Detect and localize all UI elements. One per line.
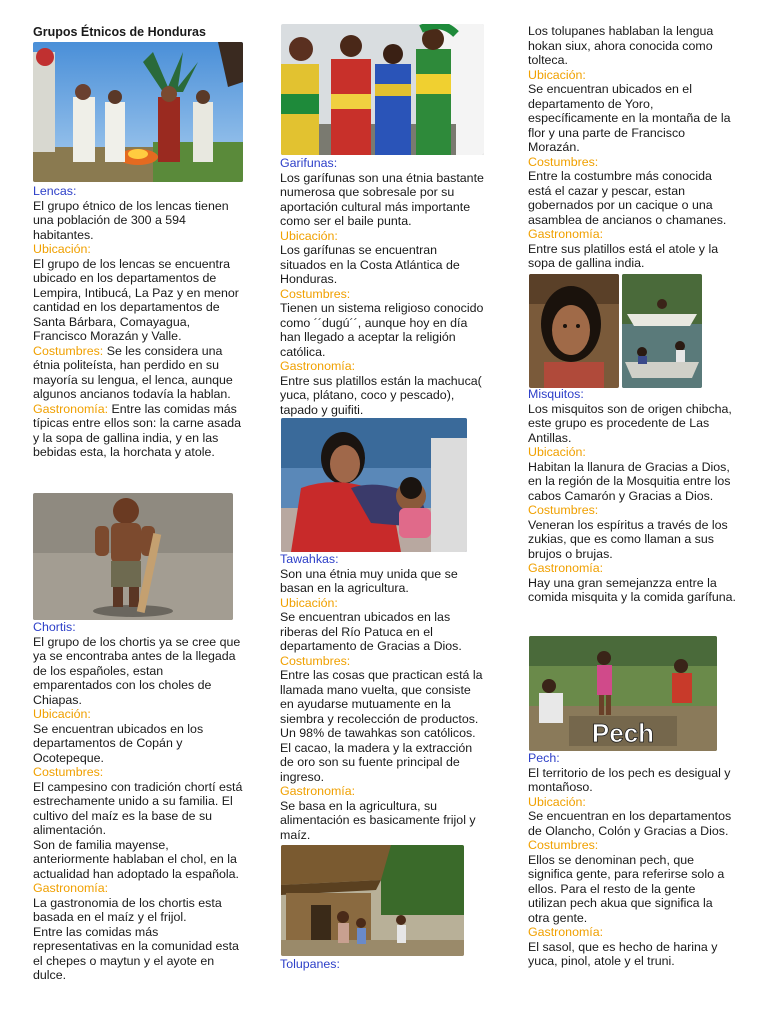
tawahkas-intro: Son una étnia muy unida que se basan en la agricultura. [280, 566, 458, 595]
tawahkas-ubicacion-label: Ubicación: [280, 595, 338, 610]
garifunas-costumbres-text: Tienen un sistema religioso conocido como ´´dugú´´, aunque hoy en día han llegado a aceptar la religión católica. [280, 301, 484, 359]
lencas-heading: Lencas: [33, 184, 77, 198]
pech-photo-caption: Pech [591, 718, 655, 748]
tawahkas-section [280, 552, 486, 842]
chortis-costumbres-label: Costumbres: [33, 765, 104, 779]
lencas-intro: El grupo étnico de los lencas tienen una población de 300 a 594 habitantes. [33, 198, 229, 242]
garifunas-gastronomia-label: Gastronomía: [280, 359, 356, 373]
pech-photo [529, 636, 717, 751]
misquitos-costumbres-label: Costumbres: [528, 503, 599, 517]
tawahkas-costumbres-text: Entre las cosas que practican está la llamada mano vuelta, que consiste en ayudarse mutuamente en la siembra y recolección de productos. Un 98% de tawahkas son católicos. El cacao, la madera y la extracción de oro son su fuente principal de ingreso. [280, 668, 483, 784]
misquitos-costumbres-text: Veneran los espíritus a través de los zukias, que es como llaman a sus brujos o brujas. [528, 517, 728, 561]
misquitos-section [528, 387, 736, 605]
chortis-ubicacion-label: Ubicación: [33, 707, 91, 721]
garifunas-heading: Garifunas: [280, 156, 338, 170]
misquitos-girl-photo [529, 274, 619, 388]
pech-ubicacion-label: Ubicación: [528, 794, 586, 809]
tolupanes-heading-wrap [280, 957, 486, 972]
chortis-costumbres-text: El campesino con tradición chortí está estrechamente unido a su familia. El cultivo del maíz es la base de su alimentación. Son de familia mayense, anteriormente hablaban el chol, en la actualidad han adoptado la española. [33, 779, 243, 881]
tolupanes-intro: Los tolupanes hablaban la lengua hokan siux, ahora conocida como tolteca. [528, 24, 714, 67]
chortis-photo [33, 493, 233, 620]
lencas-gastronomia [33, 402, 245, 460]
tawahkas-gastronomia-text: Se basa en la agricultura, su alimentación es basicamente frijol y maíz. [280, 798, 476, 842]
misquitos-gastronomia-label: Gastronomía: [528, 561, 604, 575]
tolupanes-gastronomia-label: Gastronomía: [528, 227, 604, 241]
lencas-photo [33, 42, 243, 182]
tolupanes-costumbres-text: Entre la costumbre más conocida está el cazar y pescar, estan gobernados por un cacique o una asamblea de ancianos o chamanes. [528, 169, 727, 227]
page-title: Grupos Étnicos de Honduras [33, 25, 206, 39]
lencas-section [33, 184, 245, 460]
lencas-gastronomia-text: Entre las comidas más típicas entre ellos son: la carne asada y la sopa de gallina india, y en las bebidas esta, la horchata y atole. [33, 401, 242, 459]
garifunas-costumbres-label: Costumbres: [280, 286, 351, 301]
chortis-intro: El grupo de los chortis ya se cree que ya se encontraba antes de la llegada de los españoles, estan emparentados con los choles de Chiapas. [33, 634, 241, 707]
pech-section [528, 751, 736, 969]
tawahkas-ubicacion-text: Se encuentran ubicados en las riberas del Río Patuca en el departamento de Gracias a Dios. [280, 610, 462, 653]
tawahkas-heading: Tawahkas: [280, 552, 339, 566]
pech-ubicacion-text: Se encuentran en los departamentos de Olancho, Colón y Gracias a Dios. [528, 809, 732, 838]
pech-gastronomia-label: Gastronomía: [528, 925, 604, 939]
chortis-heading: Chortis: [33, 620, 76, 634]
tawahkas-photo [281, 418, 467, 552]
pech-intro: El territorio de los pech es desigual y montañoso. [528, 765, 731, 794]
tolupanes-costumbres-label: Costumbres: [528, 154, 599, 169]
tolupanes-ubicacion-label: Ubicación: [528, 67, 586, 82]
misquitos-boats-photo [622, 274, 702, 388]
garifunas-ubicacion-label: Ubicación: [280, 228, 338, 243]
pech-heading: Pech: [528, 751, 560, 765]
garifunas-photo [281, 24, 484, 155]
pech-gastronomia-text: El sasol, que es hecho de harina y yuca, pinol, atole y el truni. [528, 939, 718, 968]
lencas-costumbres-label: Costumbres: [33, 343, 104, 358]
garifunas-gastronomia-text: Entre sus platillos están la machuca( yuca, plátano, coco y pescado), tapado y guifiti. [280, 373, 482, 417]
tolupanes-gastronomia-text: Entre sus platillos está el atole y la sopa de gallina india. [528, 241, 719, 270]
pech-costumbres-label: Costumbres: [528, 838, 599, 852]
chortis-ubicacion-text: Se encuentran ubicados en los departamentos de Copán y Ocotepeque. [33, 721, 204, 765]
tolupanes-ubicacion-text: Se encuentran ubicados en el departamento de Yoro, específicamente en la montaña de la flor y una parte de Francisco Morazán. [528, 82, 731, 154]
chortis-section [33, 620, 245, 983]
garifunas-ubicacion-text: Los garífunas se encuentran situados en la Costa Atlántica de Honduras. [280, 243, 460, 286]
lencas-gastronomia-label: Gastronomía: [33, 401, 109, 416]
tawahkas-costumbres-label: Costumbres: [280, 653, 351, 668]
garifunas-intro: Los garífunas son una étnia bastante numerosa que sobresale por su aportación cultural más importante como ser el baile punta. [280, 170, 484, 228]
lencas-ubicacion-label: Ubicación: [33, 242, 91, 256]
misquitos-gastronomia-text: Hay una gran semejanzza entre la comida misquita y la comida garífuna. [528, 575, 736, 604]
lencas-costumbres [33, 344, 245, 402]
lencas-costumbres-text: Se les considera una étnia politeísta, han perdido en su mayoría su lengua, el lenca, aunque algunos ancianos todavía la hablan. [33, 343, 233, 401]
tolupanes-heading: Tolupanes: [280, 957, 340, 971]
tolupanes-photo [281, 845, 464, 956]
chortis-gastronomia-text: La gastronomia de los chortis esta basada en el maíz y el frijol. Entre las comidas más representativas en la comunidad esta el chepes o maytun y el ayote en dulce. [33, 895, 239, 982]
chortis-gastronomia-label: Gastronomía: [33, 881, 109, 895]
tawahkas-gastronomia-label: Gastronomía: [280, 784, 356, 798]
garifunas-section [280, 156, 486, 417]
misquitos-heading: Misquitos: [528, 387, 584, 401]
lencas-ubicacion-text: El grupo de los lencas se encuentra ubicado en los departamentos de Lempira, Intibucá, La Paz y en menor cantidad en los departamentos de Santa Bárbara, Comayagua, Francisco Morazán y Valle. [33, 256, 239, 343]
tolupanes-section [528, 24, 736, 271]
misquitos-ubicacion-text: Habitan la llanura de Gracias a Dios, en la región de la Mosquitia entre los cabos Camarón y Gracias a Dios. [528, 459, 731, 503]
misquitos-intro: Los misquitos son de origen chibcha, este grupo es procedente de Las Antillas. [528, 401, 732, 445]
pech-costumbres-text: Ellos se denominan pech, que significa gente, para referirse solo a ellos. Para el resto de la gente utilizan pech akua que significa la otra gente. [528, 852, 725, 925]
misquitos-ubicacion-label: Ubicación: [528, 445, 586, 459]
